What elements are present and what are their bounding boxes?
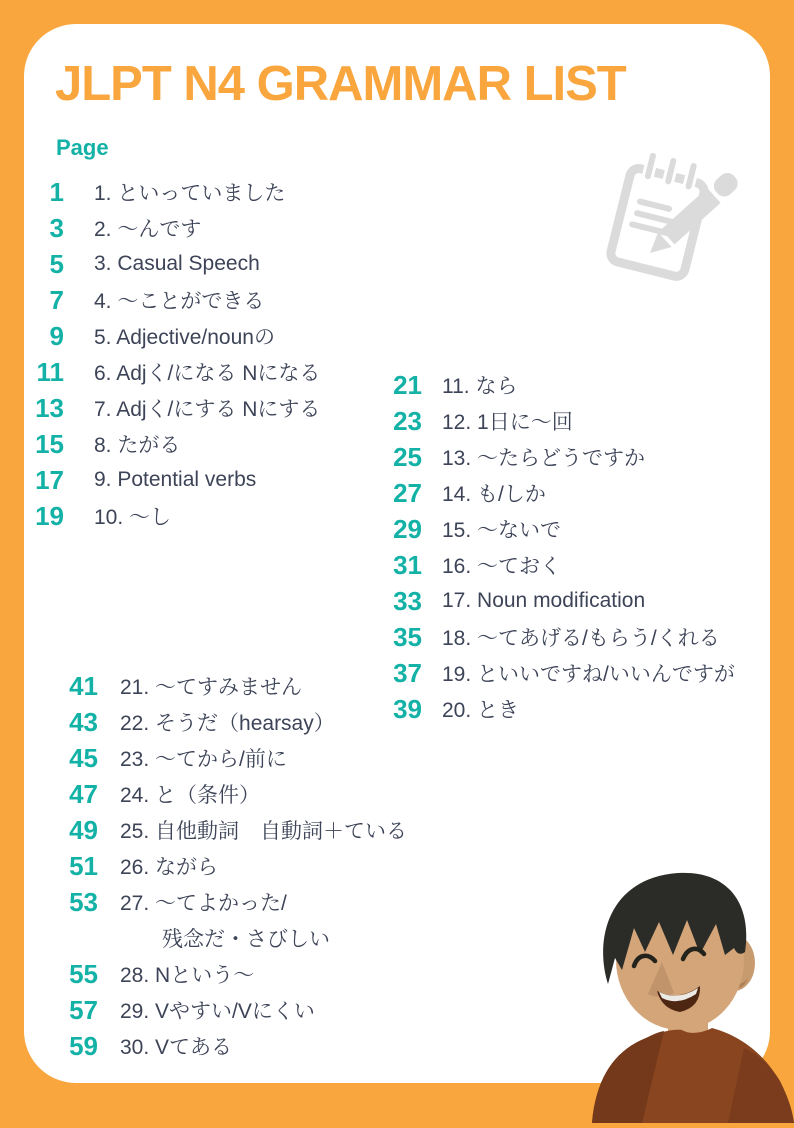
grammar-item-label: 15. 〜ないで [442, 519, 562, 542]
toc-row [62, 704, 407, 740]
toc-row [28, 318, 320, 354]
toc-column-2 [386, 367, 735, 727]
toc-row [28, 498, 320, 534]
grammar-item-label: 27. 〜てよかった/ [120, 892, 287, 915]
page-number: 35 [393, 621, 422, 652]
grammar-item-label: 7. Adjく/にする Nにする [94, 398, 321, 421]
page-number: 53 [69, 886, 98, 917]
grammar-item-label: 1. といっていました [94, 182, 286, 205]
page-number: 57 [69, 994, 98, 1025]
grammar-item-label-line2: 残念だ・さびしい [162, 928, 330, 951]
grammar-item-label: 24. と（条件） [120, 784, 261, 807]
page-number: 27 [393, 477, 422, 508]
toc-column-3 [62, 668, 407, 1064]
toc-row [62, 956, 407, 992]
grammar-item-label: 3. Casual Speech [94, 252, 260, 275]
page-number: 41 [69, 670, 98, 701]
toc-row [62, 740, 407, 776]
toc-row [62, 848, 407, 884]
grammar-item-label: 18. 〜てあげる/もらう/くれる [442, 627, 720, 650]
grammar-item-label: 26. ながら [120, 856, 219, 879]
toc-row [62, 812, 407, 848]
grammar-item-label: 12. 1日に〜回 [442, 411, 573, 434]
toc-row [386, 655, 735, 691]
page-number: 37 [393, 657, 422, 688]
grammar-item-label: 4. 〜ことができる [94, 290, 265, 313]
toc-row [28, 210, 320, 246]
toc-row [28, 462, 320, 498]
toc-column-1 [28, 174, 320, 534]
toc-row-continuation [62, 920, 407, 956]
grammar-item-label: 14. も/しか [442, 483, 546, 506]
toc-row [386, 619, 735, 655]
toc-row [386, 547, 735, 583]
notepad-pencil-icon [598, 146, 748, 296]
toc-row [386, 403, 735, 439]
toc-row [28, 390, 320, 426]
grammar-item-label: 13. 〜たらどうですか [442, 447, 646, 470]
grammar-item-label: 11. なら [442, 375, 518, 398]
grammar-item-label: 8. たがる [94, 434, 181, 457]
page-number: 29 [393, 513, 422, 544]
grammar-item-label: 2. 〜んです [94, 218, 202, 241]
page-number: 9 [49, 320, 64, 351]
toc-row [386, 691, 735, 727]
grammar-item-label: 23. 〜てから/前に [120, 748, 287, 771]
page-number: 55 [69, 958, 98, 989]
page-number: 59 [69, 1030, 98, 1061]
grammar-item-label: 19. といいですね/いいんですが [442, 663, 735, 686]
page-number: 5 [49, 248, 64, 279]
page-number: 21 [393, 369, 422, 400]
toc-row [386, 583, 735, 619]
page-number: 45 [69, 742, 98, 773]
page-number: 13 [35, 392, 64, 423]
page-number: 1 [49, 176, 64, 207]
page-number: 39 [393, 693, 422, 724]
grammar-item-label: 16. 〜ておく [442, 555, 562, 578]
grammar-item-label: 21. 〜てすみません [120, 676, 303, 699]
toc-row [28, 282, 320, 318]
smiling-boy-character [588, 860, 794, 1123]
toc-row [62, 992, 407, 1028]
page-column-header: Page [56, 135, 109, 160]
page-number: 11 [36, 356, 64, 387]
toc-row [62, 1028, 407, 1064]
page-number: 3 [49, 212, 64, 243]
toc-row [386, 367, 735, 403]
page-number: 31 [393, 549, 422, 580]
page-number: 19 [35, 500, 64, 531]
grammar-item-label: 17. Noun modification [442, 589, 646, 612]
page-number: 15 [35, 428, 64, 459]
toc-row [62, 668, 407, 704]
toc-row [62, 776, 407, 812]
page-number: 33 [393, 585, 422, 616]
page-number: 49 [69, 814, 98, 845]
page-title: JLPT N4 GRAMMAR LIST [55, 57, 626, 111]
page-number: 47 [69, 778, 98, 809]
toc-row [28, 426, 320, 462]
page-number: 17 [35, 464, 64, 495]
grammar-item-label: 25. 自他動詞 自動詞＋ている [120, 820, 408, 843]
page-number: 25 [393, 441, 422, 472]
toc-row [28, 354, 320, 390]
toc-row [62, 884, 407, 920]
toc-row [386, 475, 735, 511]
toc-row [28, 174, 320, 210]
page-number: 23 [393, 405, 422, 436]
page-number: 43 [69, 706, 98, 737]
page-number: 51 [69, 850, 98, 881]
grammar-item-label: 29. Vやすい/Vにくい [120, 1000, 315, 1023]
grammar-item-label: 30. Vてある [120, 1036, 233, 1059]
toc-row [386, 511, 735, 547]
grammar-item-label: 9. Potential verbs [94, 468, 257, 491]
grammar-item-label: 22. そうだ（hearsay） [120, 712, 335, 735]
grammar-item-label: 10. 〜し [94, 506, 172, 529]
grammar-item-label: 5. Adjective/nounの [94, 326, 275, 349]
grammar-item-label: 20. とき [442, 699, 520, 722]
page-number: 7 [49, 284, 64, 315]
grammar-item-label: 6. Adjく/になる Nになる [94, 362, 321, 385]
toc-row [386, 439, 735, 475]
grammar-item-label: 28. Nという〜 [120, 964, 255, 987]
toc-row [28, 246, 320, 282]
